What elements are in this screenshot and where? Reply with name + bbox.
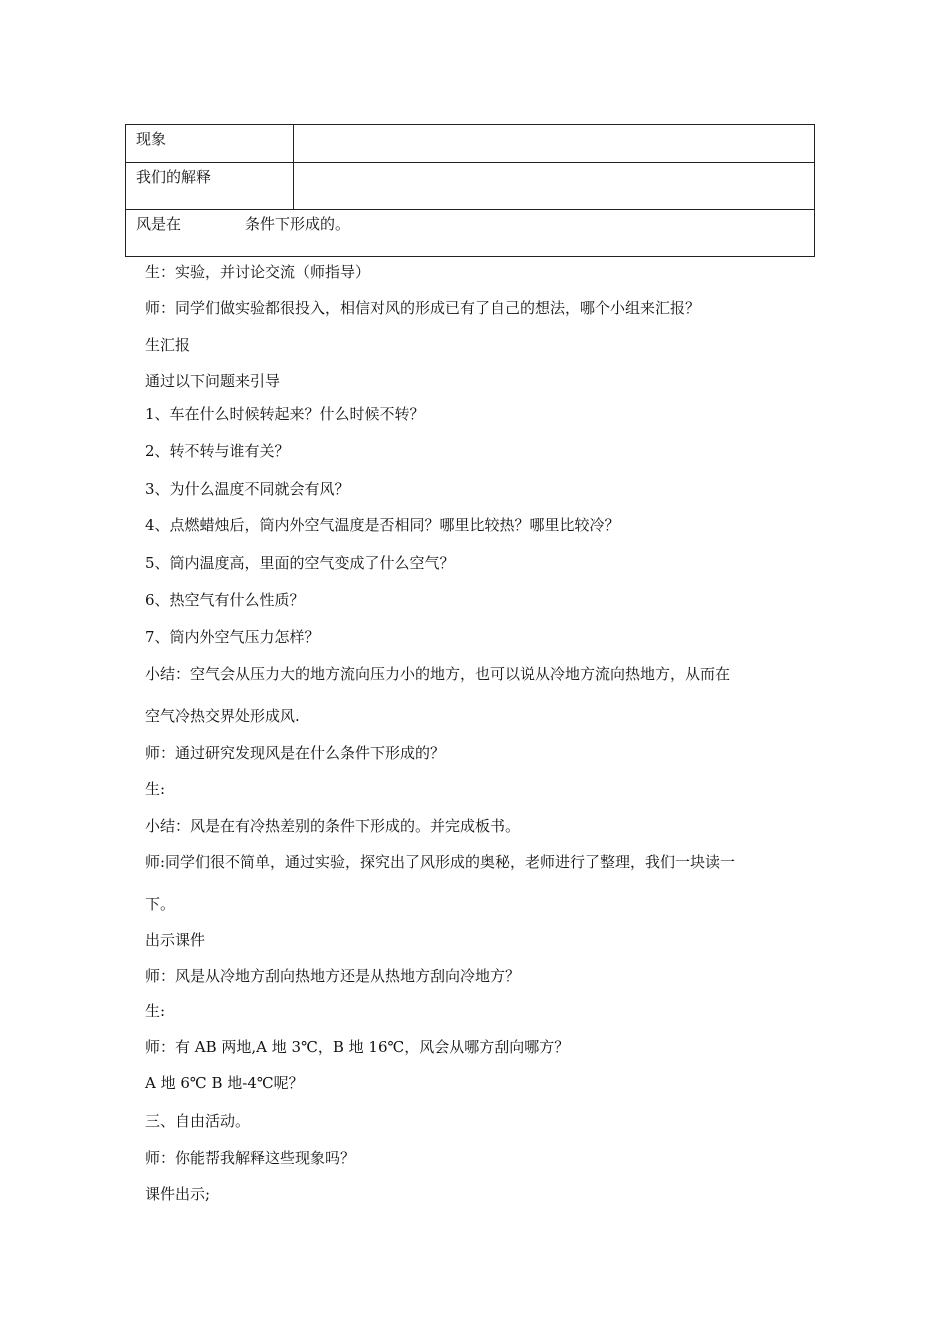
- text-line: 小结：风是在有冷热差别的条件下形成的。并完成板书。: [145, 817, 521, 835]
- text-line: 通过以下问题来引导: [145, 372, 281, 390]
- text-line: 三、自由活动。: [145, 1112, 251, 1130]
- text-line: 7、筒内外空气压力怎样？: [145, 628, 320, 646]
- conclusion-cell: [126, 210, 815, 257]
- text-line: 师：风是从冷地方刮向热地方还是从热地方刮向冷地方？: [145, 967, 521, 985]
- conclusion-suffix: 条件下形成的。: [245, 215, 351, 233]
- text-line: 师:同学们很不简单，通过实验，探究出了风形成的奥秘，老师进行了整理，我们一块读一: [145, 853, 736, 871]
- text-line: 4、点燃蜡烛后，筒内外空气温度是否相同？哪里比较热？哪里比较冷？: [145, 516, 620, 534]
- text-line: 下。: [145, 895, 176, 913]
- text-line: A 地 6℃ B 地-4℃呢？: [145, 1074, 304, 1092]
- text-line: 生:: [145, 1002, 166, 1020]
- text-line: 空气冷热交界处形成风.: [145, 707, 300, 725]
- text-line: 师：有 AB 两地,A 地 3℃，B 地 16℃，风会从哪方刮向哪方？: [145, 1038, 570, 1056]
- text-line: 2、转不转与谁有关？: [145, 442, 290, 460]
- phenomenon-cell[interactable]: [294, 125, 815, 163]
- text-line: 出示课件: [145, 931, 206, 949]
- text-line: 生汇报: [145, 336, 191, 354]
- text-line: 1、车在什么时候转起来？什么时候不转？: [145, 405, 425, 423]
- text-line: 6、热空气有什么性质？: [145, 591, 305, 609]
- text-line: 师：同学们做实验都很投入，相信对风的形成已有了自己的想法，哪个小组来汇报？: [145, 299, 701, 317]
- text-line: 生:: [145, 780, 166, 798]
- text-line: 3、为什么温度不同就会有风？: [145, 480, 350, 498]
- text-line: 小结：空气会从压力大的地方流向压力小的地方，也可以说从冷地方流向热地方，从而在: [145, 665, 731, 683]
- text-line: 师：通过研究发现风是在什么条件下形成的？: [145, 744, 446, 762]
- text-line: 课件出示;: [145, 1185, 211, 1203]
- observation-table: [125, 124, 815, 257]
- text-line: 5、筒内温度高，里面的空气变成了什么空气？: [145, 554, 455, 572]
- text-line: 师：你能帮我解释这些现象吗？: [145, 1149, 356, 1167]
- row-label-explanation: 我们的解释: [126, 163, 294, 210]
- row-label-phenomenon: 现象: [126, 125, 294, 163]
- explanation-cell[interactable]: [294, 163, 815, 210]
- conclusion-prefix: 风是在: [136, 215, 182, 233]
- text-line: 生：实验，并讨论交流（师指导）: [145, 263, 371, 281]
